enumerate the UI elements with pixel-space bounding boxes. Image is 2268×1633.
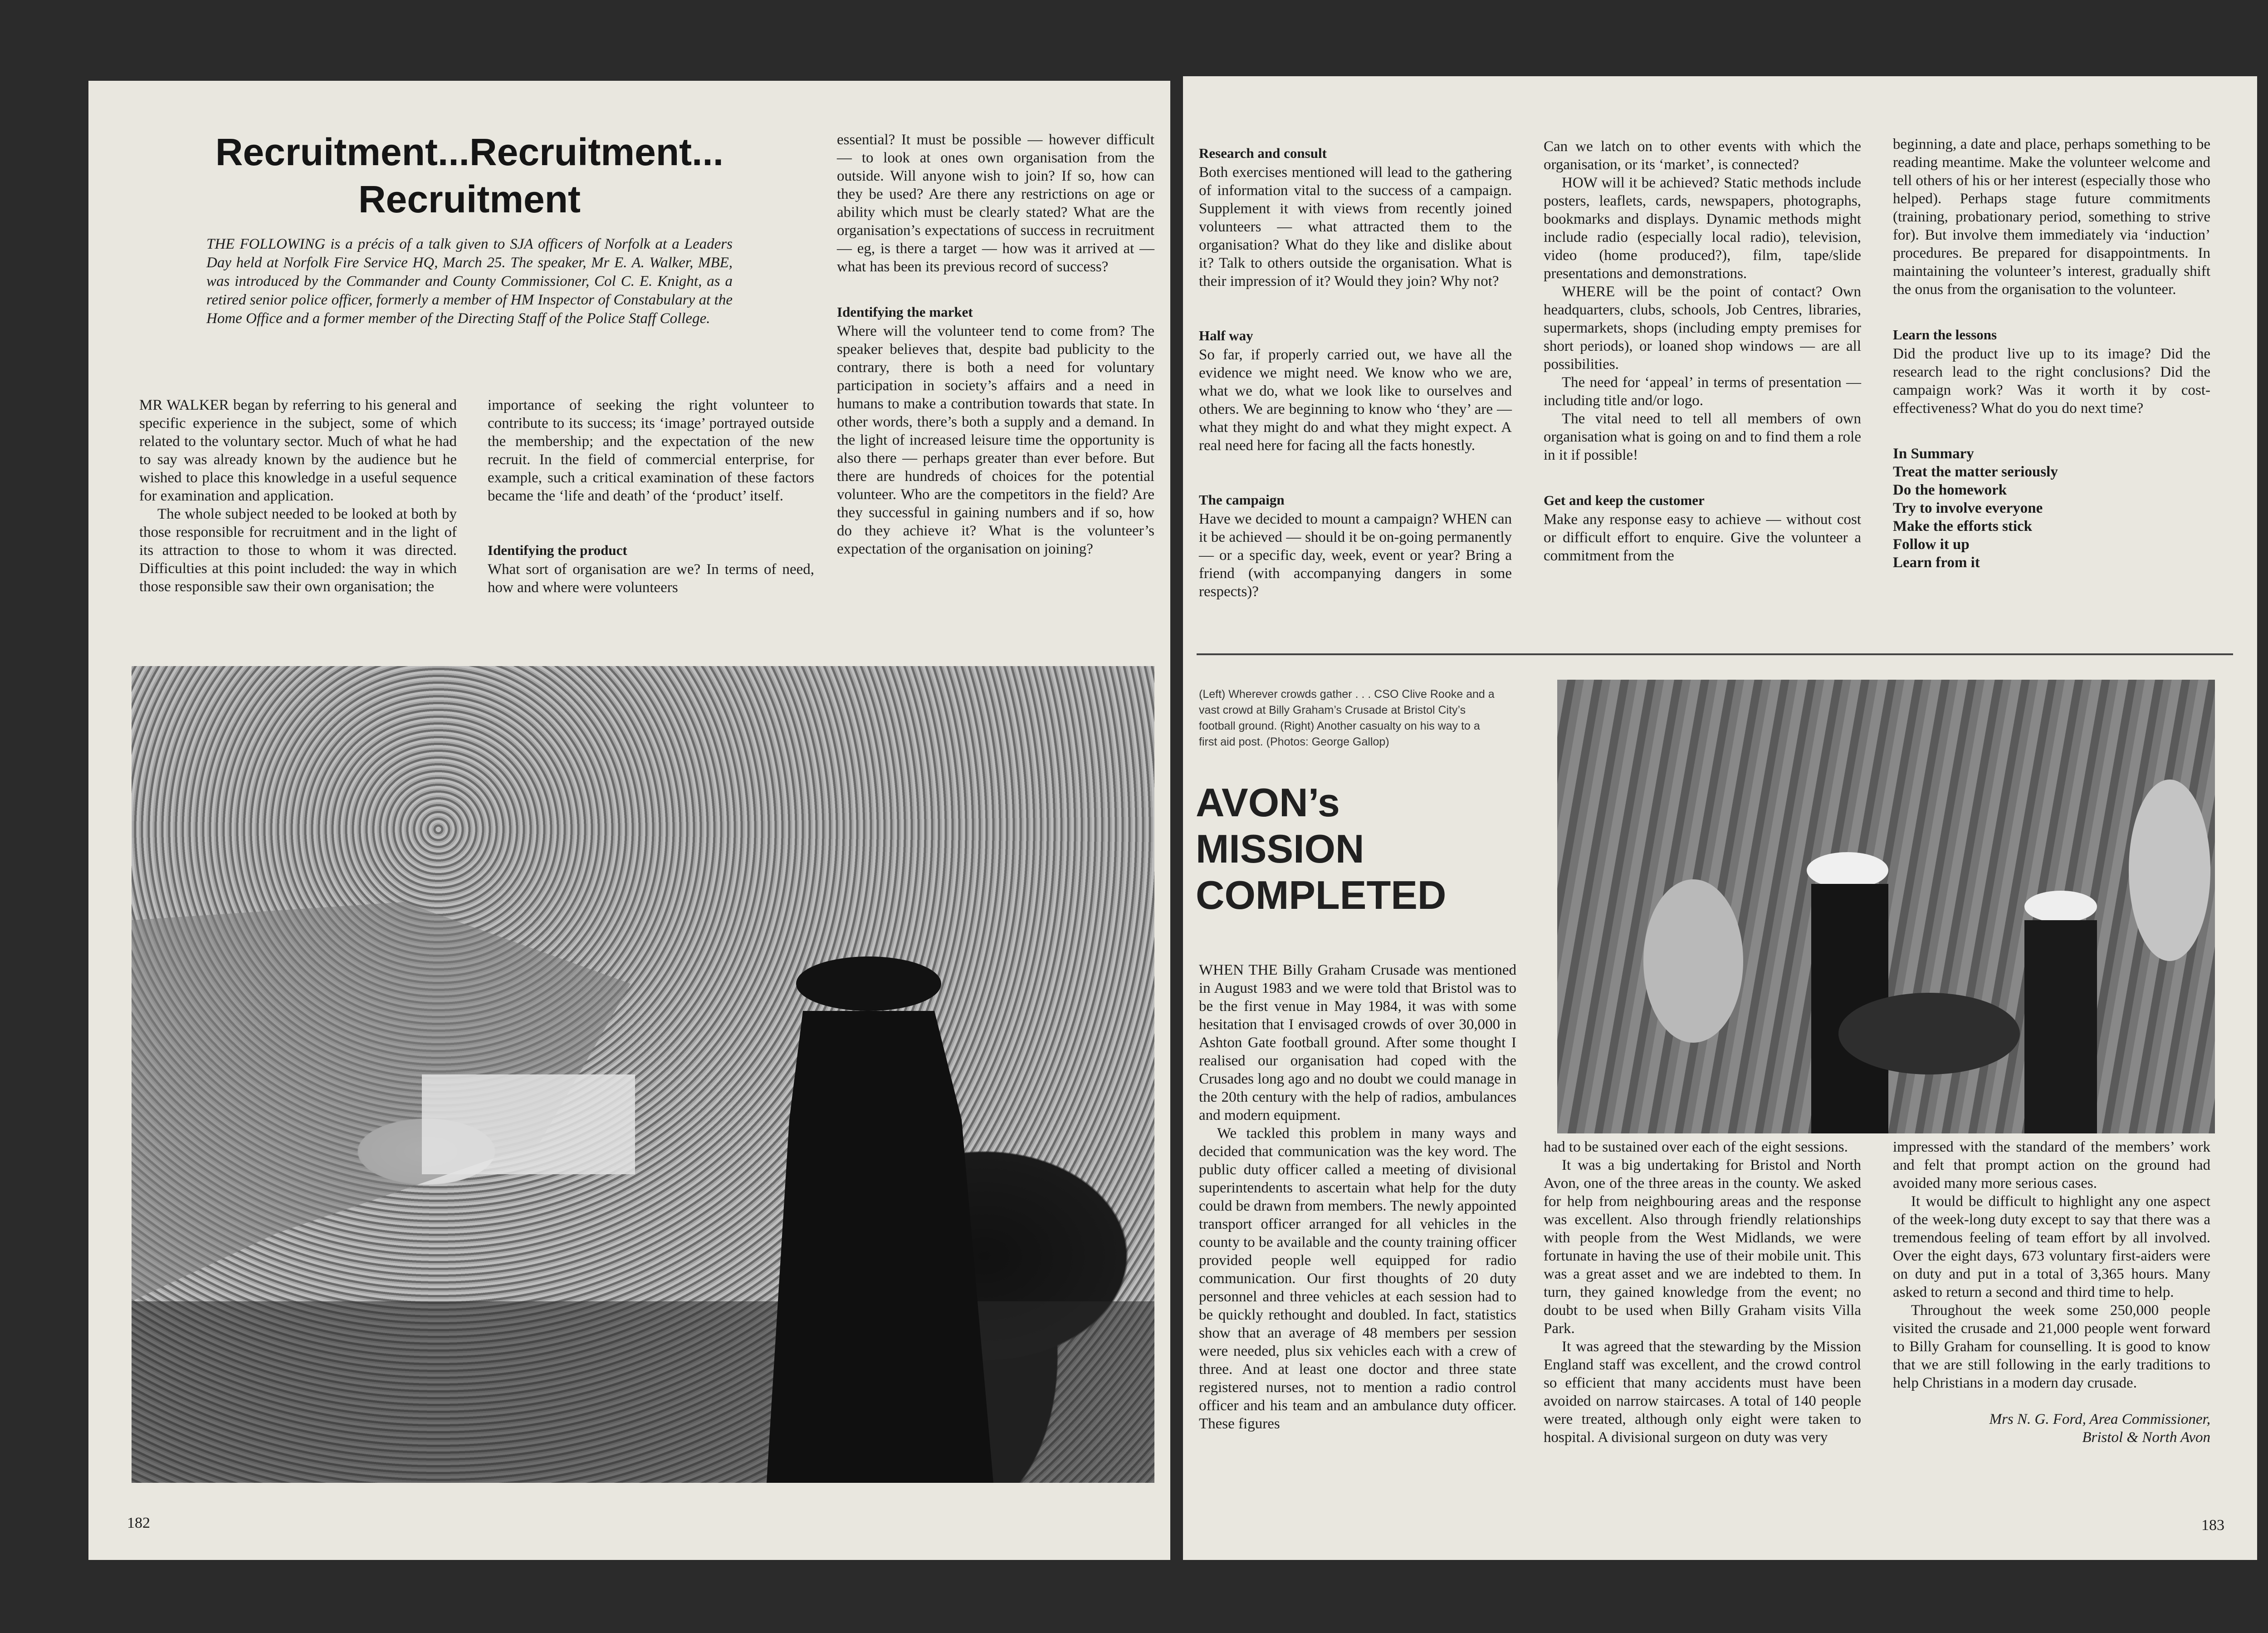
- paragraph: It would be difficult to highlight any one aspect of the week-long duty except to say that there was a tremendous feeling of team effort by all involved. Over the eight days, 673 voluntary first-aiders were on duty and put in a total of 3,365 hours. Many asked to return a second and third time to help.: [1893, 1193, 2210, 1300]
- paragraph: had to be sustained over each of the eight sessions.: [1544, 1139, 1848, 1155]
- avon-headline-line-2: MISSION: [1196, 826, 1364, 871]
- casualty-photo: [1557, 680, 2215, 1133]
- right-column-1: [1199, 144, 1512, 601]
- paragraph: The need for ‘appeal’ in terms of presentation — including title and/or logo.: [1544, 374, 1861, 409]
- summary-item: Make the efforts stick: [1893, 518, 2032, 535]
- right-page: [1183, 76, 2257, 1560]
- paragraph: beginning, a date and place, perhaps something to be reading meantime. Make the volunteer welcome and tell others of his or her interest (especially those who helped). Perhaps stage future commitments (training, probationary period, something to strive for). But involve them immediately via ‘induction’ procedures. Be prepared for disappointments. In maintaining the volunteer’s interest, gradually shift the onus from the organisation to the volunteer.: [1893, 136, 2210, 298]
- paragraph: Can we latch on to other events with which the organisation, or its ‘market’, is connected?: [1544, 138, 1861, 173]
- paragraph: Throughout the week some 250,000 people visited the crusade and 21,000 people went forward to Billy Graham for counselling. It is good to know that we are still following in the early traditions to help Christians in a modern day crusade.: [1893, 1302, 2210, 1391]
- section-heading: Half way: [1199, 328, 1253, 343]
- author-signature-line-2: Bristol & North Avon: [2082, 1429, 2210, 1446]
- summary-item: Do the homework: [1893, 482, 2007, 498]
- page-number: 183: [2201, 1517, 2224, 1534]
- paragraph: Have we decided to mount a campaign? WHEN can it be achieved — should it be on-going permanently — or a specific day, week, event or year? Bring a friend (with accompanying dangers in some respects)?: [1199, 511, 1512, 600]
- paragraph: importance of seeking the right volunteer to contribute to its success; its ‘image’ portrayed outside the membership; and the expectation of the new recruit. In the field of commercial enterprise, for example, such a critical examination of these factors became the ‘life and death’ of the ‘product’ itself.: [488, 397, 814, 504]
- paragraph: Make any response easy to achieve — without cost or difficult effort to enquire. Give the volunteer a commitment from the: [1544, 511, 1861, 564]
- section-divider: [1197, 653, 2233, 655]
- crowd-photo-overlay: [132, 666, 1154, 1483]
- paragraph: What sort of organisation are we? In terms of need, how and where were volunteers: [488, 561, 814, 596]
- paragraph: So far, if properly carried out, we have all the evidence we might need. We know who we are, what we do, what we look like to ourselves and others. We are beginning to know who ‘they’ are — what they might do and what they might expect. A real need here for facing all the facts honestly.: [1199, 347, 1512, 454]
- avon-headline-line-3: COMPLETED: [1196, 873, 1447, 917]
- left-column-3: [837, 131, 1154, 558]
- avon-column-3: [1893, 1138, 2210, 1447]
- section-heading: Learn the lessons: [1893, 327, 1997, 343]
- article-headline: [116, 128, 823, 223]
- left-column-1: [139, 396, 457, 596]
- avon-headline: [1196, 780, 1446, 918]
- left-page: [88, 81, 1170, 1560]
- paragraph: WHERE will be the point of contact? Own headquarters, clubs, schools, Job Centres, libraries, supermarkets, shops (including empty premises for short periods), or loaned shop windows — are all possibilities.: [1544, 284, 1861, 373]
- paragraph: Where will the volunteer tend to come from? The speaker believes that, despite bad publicity to the contrary, there is both a need for voluntary participation in society’s affairs and a need in humans to make a contribution towards that state. In other words, there’s both a supply and a demand. In the light of increased leisure time the opportunity is also there — perhaps greater than ever before. But there are hundreds of choices for the potential volunteer. Who are the competitors in the field? Are they successful in gaining numbers and if so, how do they achieve it? What is the volunteer’s expectation of the organisation on joining?: [837, 323, 1154, 557]
- right-column-2: [1544, 137, 1861, 565]
- headline-line-1: Recruitment...Recruitment...: [215, 131, 724, 173]
- paragraph: impressed with the standard of the members’ work and felt that prompt action on the ground had avoided many more serious cases.: [1893, 1139, 2210, 1192]
- paragraph: Both exercises mentioned will lead to the gathering of information vital to the success of a campaign. Supplement it with views from recently joined volunteers — what attracted them to the organisation? What do they like and dislike about it? Talk to others outside the organisation. What is their impression of it? Would they join? Why not?: [1199, 164, 1512, 289]
- paragraph: It was agreed that the stewarding by the Mission England staff was excellent, and the crowd control so efficient that many accidents must have been avoided on narrow staircases. A total of 140 people were treated, although only eight were taken to hospital. A divisional surgeon on duty was very: [1544, 1339, 1861, 1446]
- page-number: 182: [127, 1515, 150, 1531]
- paragraph: MR WALKER began by referring to his general and specific experience in the subject, some of which related to the voluntary sector. Much of what he had to say was already known by the audience but he wished to place this knowledge in a useful sequence for examination and application.: [139, 397, 457, 504]
- avon-headline-line-1: AVON’s: [1196, 780, 1340, 825]
- crowd-photo: [132, 666, 1154, 1483]
- right-column-3: [1893, 135, 2210, 572]
- summary-list: [1893, 445, 2210, 572]
- section-heading: Research and consult: [1199, 145, 1327, 161]
- section-heading: Identifying the product: [488, 542, 627, 558]
- headline-line-2: Recruitment: [358, 178, 581, 221]
- photo-caption: (Left) Wherever crowds gather . . . CSO Clive Rooke and a vast crowd at Billy Graham’s Crusade at Bristol City’s football ground. (Right) Another casualty on his way to a first aid post. (Photos: George Gallop): [1199, 688, 1495, 748]
- article-intro: THE FOLLOWING is a précis of a talk given to SJA officers of Norfolk at a Leaders Day held at Norfolk Fire Service HQ, March 25. The speaker, Mr E. A. Walker, MBE, was introduced by the Commander and County Commissioner, Col C. E. Knight, as a retired senior police officer, formerly a member of HM Inspector of Constabulary at the Home Office and a former member of the Directing Staff of the Police Staff College.: [206, 236, 733, 327]
- paragraph: HOW will it be achieved? Static methods include posters, leaflets, cards, newspapers, photographs, bookmarks and displays. Dynamic methods might include radio (especially local radio), television, video (home produced?), film, tape/slide presentations and demonstrations.: [1544, 175, 1861, 282]
- avon-column-1: [1199, 961, 1516, 1433]
- section-heading: Identifying the market: [837, 304, 973, 320]
- paragraph: essential? It must be possible — however difficult — to look at ones own organisation from the outside. Will anyone wish to join? If so, how can they be used? Are there any restrictions on age or ability which must be clearly stated? What are the organisation’s expectations of success in recruitment — eg, is there a target — how was it arrived at — what has been its previous record of success?: [837, 132, 1154, 275]
- summary-item: Follow it up: [1893, 536, 1970, 553]
- summary-item: Try to involve everyone: [1893, 500, 2043, 516]
- left-column-2: [488, 396, 814, 597]
- paragraph: The vital need to tell all members of own organisation what is going on and to find them a role in it if possible!: [1544, 411, 1861, 463]
- section-heading: Get and keep the customer: [1544, 492, 1705, 508]
- paragraph: The whole subject needed to be looked at both by those responsible for recruitment and in the light of its attraction to those to whom it was directed. Difficulties at this point included: the way in which those responsible saw their own organisation; the: [139, 506, 457, 595]
- section-heading: The campaign: [1199, 492, 1285, 508]
- summary-item: Treat the matter seriously: [1893, 464, 2058, 480]
- paragraph: It was a big undertaking for Bristol and North Avon, one of the three areas in the county. We asked for help from neighbouring areas and the response was excellent. Also through friendly relationships with people from the West Midlands, we were fortunate in having the use of their mobile unit. This was a great asset and we are indebted to them. In turn, they gained knowledge from the event; no doubt to be used when Billy Graham visits Villa Park.: [1544, 1157, 1861, 1337]
- avon-column-2: [1544, 1138, 1861, 1447]
- summary-item: Learn from it: [1893, 554, 1980, 571]
- author-signature-line-1: Mrs N. G. Ford, Area Commissioner,: [1989, 1411, 2210, 1427]
- paragraph: We tackled this problem in many ways and decided that communication was the key word. The public duty officer called a meeting of divisional superintendents to ascertain what help for the duty could be drawn from members. The newly appointed transport officer arranged for all vehicles in the county to be available and the county training officer provided people well equipped for radio communication. Our first thoughts of 20 duty personnel and three vehicles at each session had to be quickly rethought and doubled. In fact, statistics show that an average of 48 members per session were needed, plus six vehicles each with a crew of three. And at least one doctor and three state registered nurses, not to mention a radio control officer and his team and an ambulance duty officer. These figures: [1199, 1125, 1516, 1432]
- casualty-photo-overlay: [1557, 680, 2215, 1133]
- paragraph: Did the product live up to its image? Did the research lead to the right conclusions? Did the campaign work? Was it worth it by cost-effectiveness? What do you do next time?: [1893, 346, 2210, 417]
- summary-heading: In Summary: [1893, 446, 1974, 462]
- paragraph: WHEN THE Billy Graham Crusade was mentioned in August 1983 and we were told that Bristol was to be the first venue in May 1984, it was with some hesitation that I envisaged crowds of over 30,000 in Ashton Gate football ground. After some thought I realised our organisation had coped with the Crusades long ago and no doubt we could manage in the 20th century with the help of radios, ambulances and modern equipment.: [1199, 962, 1516, 1123]
